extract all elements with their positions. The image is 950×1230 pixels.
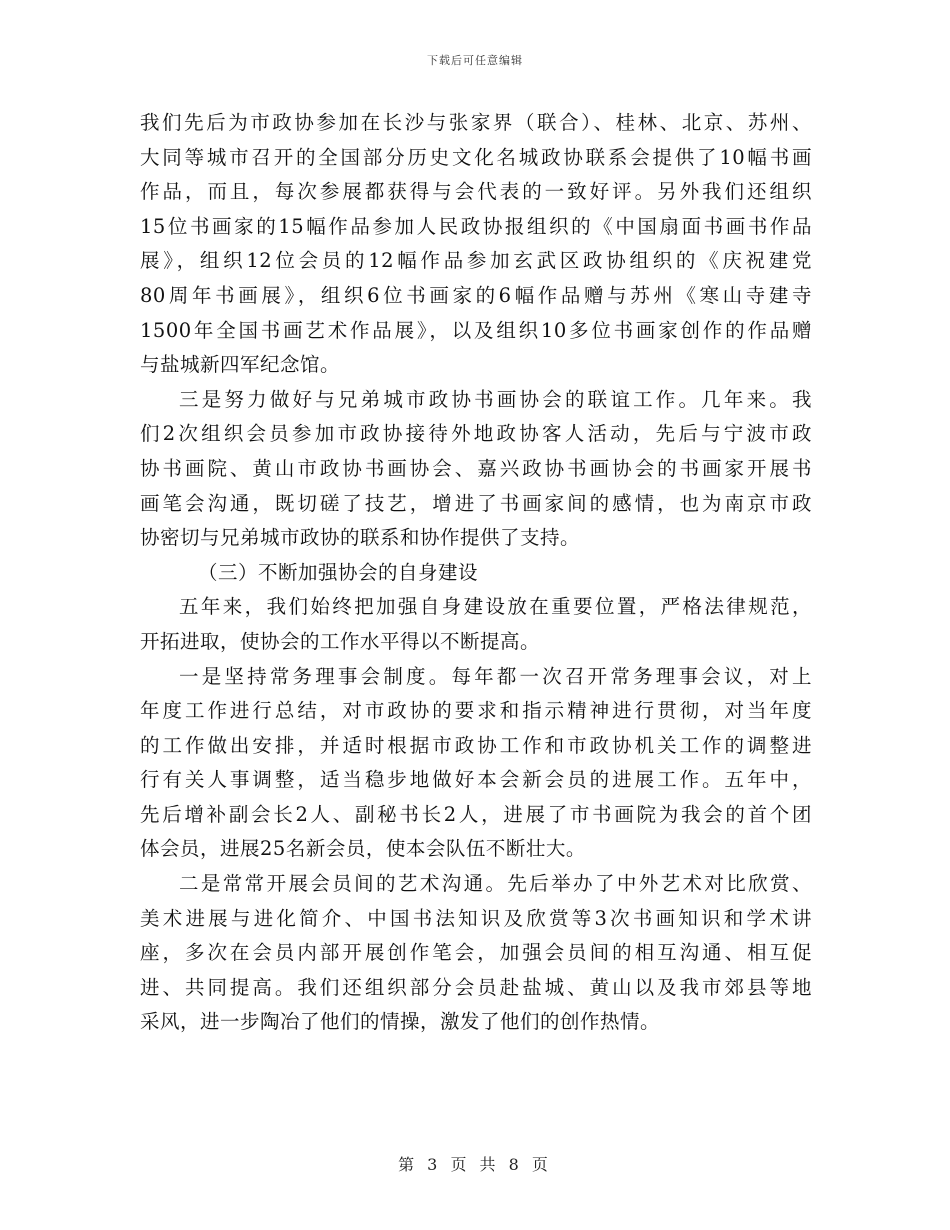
text-line: 先后增补副会长2人、副秘书长2人，进展了市书画院为我会的首个团: [140, 802, 812, 826]
text-line: 采风，进一步陶冶了他们的情操，激发了他们的创作热情。: [140, 1010, 661, 1034]
text-line: 作品，而且，每次参展都获得与会代表的一致好评。另外我们还组织: [140, 180, 812, 204]
text-line: 的工作做出安排，并适时根据市政协工作和市政协机关工作的调整进: [140, 733, 812, 757]
text-line: 80周年书画展》，组织6位书画家的6幅作品赠与苏州《寒山寺建寺: [140, 283, 812, 307]
text-line: 1500年全国书画艺术作品展》，以及组织10多位书画家创作的作品赠: [140, 318, 812, 342]
page-number-footer: 第 3 页 共 8 页: [398, 1155, 552, 1174]
text-line: 我们先后为市政协参加在长沙与张家界（联合）、桂林、北京、苏州、: [140, 111, 812, 134]
text-line: 协书画院、黄山市政协书画协会、嘉兴政协书画协会的书画家开展书: [140, 456, 812, 480]
text-line: 进、共同提高。我们还组织部分会员赴盐城、黄山以及我市郊县等地: [140, 975, 812, 999]
text-line: 大同等城市召开的全国部分历史文化名城政协联系会提供了10幅书画: [140, 145, 812, 169]
text-line: 二是常常开展会员间的艺术沟通。先后举办了中外艺术对比欣赏、: [179, 872, 812, 896]
text-line: 一是坚持常务理事会制度。每年都一次召开常务理事会议，对上: [179, 664, 812, 688]
paragraph: [140, 106, 812, 383]
text-line: 三是努力做好与兄弟城市政协书画协会的联谊工作。几年来。我: [179, 387, 812, 411]
paragraph: [140, 590, 812, 659]
text-line: 协密切与兄弟城市政协的联系和协作提供了支持。: [140, 526, 581, 550]
paragraph: [140, 660, 812, 868]
text-line: 15位书画家的15幅作品参加人民政协报组织的《中国扇面书画书作品: [140, 214, 812, 238]
text-line: 画笔会沟通，既切磋了技艺，增进了书画家间的感情，也为南京市政: [140, 491, 812, 515]
text-line: 五年来，我们始终把加强自身建设放在重要位置，严格法律规范，: [179, 595, 812, 619]
text-line: 体会员，进展25名新会员，使本会队伍不断壮大。: [140, 837, 586, 861]
paragraph: [140, 383, 812, 556]
text-line: 开拓进取，使协会的工作水平得以不断提高。: [140, 629, 541, 653]
text-line: 年度工作进行总结，对市政协的要求和指示精神进行贯彻，对当年度: [140, 699, 812, 723]
paragraph: [140, 867, 812, 1040]
text-line: 们2次组织会员参加市政协接待外地政协客人活动，先后与宁波市政: [140, 422, 812, 446]
text-line: 行有关人事调整，适当稳步地做好本会新会员的进展工作。五年中，: [140, 768, 812, 792]
text-line: 展》，组织12位会员的12幅作品参加玄武区政协组织的《庆祝建党: [140, 249, 812, 273]
document-body: [140, 106, 812, 1040]
text-line: 美术进展与进化简介、中国书法知识及欣赏等3次书画知识和学术讲: [140, 906, 812, 930]
text-line: 座，多次在会员内部开展创作笔会，加强会员间的相互沟通、相互促: [140, 941, 812, 965]
text-line: 与盐城新四军纪念馆。: [140, 353, 341, 377]
text-line: （三）不断加强协会的自身建设: [198, 560, 479, 584]
section-heading: [140, 556, 812, 591]
page-header: 下载后可任意编辑: [427, 54, 523, 67]
